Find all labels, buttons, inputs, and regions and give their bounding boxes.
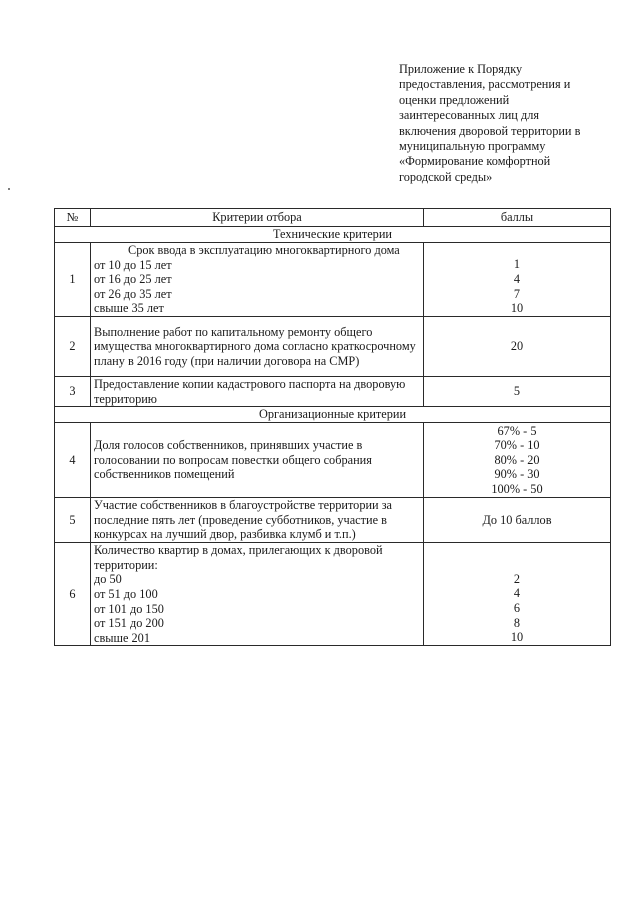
points-value: До 10 баллов: [424, 498, 611, 543]
section-title-technical: Технические критерии: [55, 227, 611, 243]
table-row: [55, 423, 611, 498]
criteria-cell: [91, 243, 424, 317]
table-header-row: [55, 209, 611, 227]
row-number: 6: [55, 543, 91, 646]
points-value: 5: [424, 377, 611, 407]
header-points: баллы: [424, 209, 611, 227]
table-row: [55, 543, 611, 646]
row-number: 3: [55, 377, 91, 407]
section-row-organizational: [55, 407, 611, 423]
criteria-text: Выполнение работ по капитальному ремонту общего имущества многоквартирного дома согласно краткосрочному плану в 2016 году (при наличии договора на СМР): [91, 317, 424, 377]
table-row: [55, 243, 611, 317]
row-number: 1: [55, 243, 91, 317]
criteria-options: от 10 до 15 лет от 16 до 25 лет от 26 до 35 лет свыше 35 лет: [94, 257, 172, 316]
row-number: 4: [55, 423, 91, 498]
table-row: [55, 317, 611, 377]
scan-speck: [8, 188, 10, 190]
criteria-cell: [91, 543, 424, 646]
points-list: 67% - 5 70% - 10 80% - 20 90% - 30 100% - 50: [424, 423, 611, 498]
header-num: №: [55, 209, 91, 227]
header-criteria: Критерии отбора: [91, 209, 424, 227]
criteria-title: Количество квартир в домах, прилегающих к дворовой территории:: [94, 543, 383, 572]
section-title-organizational: Организационные критерии: [55, 407, 611, 423]
points-list: 2 4 6 8 10: [510, 571, 524, 645]
criteria-table: [54, 208, 611, 646]
row-number: 5: [55, 498, 91, 543]
criteria-title: Срок ввода в эксплуатацию многоквартирного дома: [128, 243, 400, 258]
appendix-header: Приложение к Порядку предоставления, рассмотрения и оценки предложений заинтересованных лиц для включения дворовой территории в муниципальную программу «Формирование комфортной городской среды»: [399, 62, 581, 184]
points-cell: [424, 243, 611, 317]
row-number: 2: [55, 317, 91, 377]
points-value: 20: [424, 317, 611, 377]
criteria-text: Доля голосов собственников, принявших участие в голосовании по вопросам повестки общего собрания собственников помещений: [91, 423, 424, 498]
criteria-text: Предоставление копии кадастрового паспорта на дворовую территорию: [91, 377, 424, 407]
criteria-text: Участие собственников в благоустройстве территории за последние пять лет (проведение субботников, участие в конкурсах на лучший двор, разбивка клумб и т.п.): [91, 498, 424, 543]
table-row: [55, 498, 611, 543]
table-row: [55, 377, 611, 407]
points-cell: [424, 543, 611, 646]
criteria-options: до 50 от 51 до 100 от 101 до 150 от 151 до 200 свыше 201: [94, 572, 164, 645]
section-row-technical: [55, 227, 611, 243]
points-list: 1 4 7 10: [510, 257, 524, 316]
